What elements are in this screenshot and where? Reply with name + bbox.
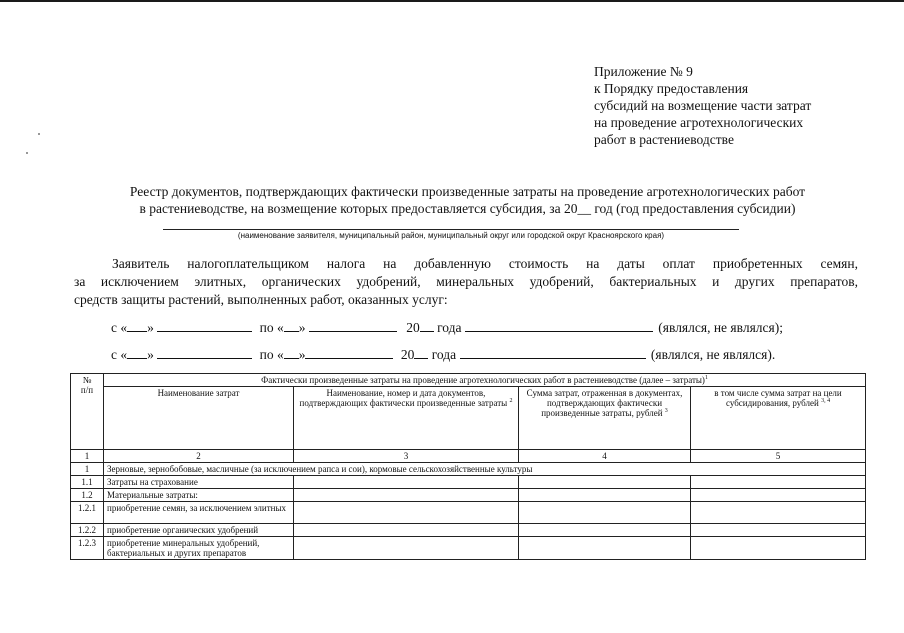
row-number: 1.2.3 [71, 537, 104, 560]
quote-close: » [298, 320, 306, 335]
appendix-line: к Порядку предоставления [594, 81, 749, 96]
subsidy-amount-cell[interactable] [691, 489, 866, 502]
header-pp: п/п [80, 385, 94, 395]
to-month-field[interactable] [305, 346, 393, 359]
header-col-2 [104, 387, 294, 450]
amount-cell[interactable] [519, 537, 691, 560]
colnum-cell: 1 [71, 450, 104, 463]
from-month-field[interactable] [157, 319, 252, 332]
from-day-field[interactable] [127, 346, 147, 359]
table-row [71, 537, 866, 560]
year-prefix: 20 [406, 320, 420, 335]
from-month-field[interactable] [157, 346, 252, 359]
amount-cell[interactable] [519, 524, 691, 537]
document-title [60, 183, 875, 217]
status-field[interactable] [465, 319, 653, 332]
applicant-name-line[interactable] [163, 229, 739, 230]
table-row [71, 489, 866, 502]
header-col-4-text: Сумма затрат, отраженная в документах, подтверждающих фактически произведенные затраты, рублей [526, 388, 683, 418]
header-group-text: Фактически произведенные затраты на проведение агротехнологических работ в растениеводстве (далее – затраты) [261, 375, 705, 385]
documents-cell[interactable] [294, 489, 519, 502]
to-label: по « [259, 347, 284, 362]
section-title: Зерновые, зернобобовые, масличные (за исключением рапса и сои), кормовые сельскохозяйственные культуры [104, 463, 866, 476]
applicant-caption: (наименование заявителя, муниципальный район, муниципальный округ или городской округ Красноярского края) [237, 231, 665, 240]
quote-close: » [298, 347, 306, 362]
header-col-5-text: в том числе сумма затрат на цели субсидирования, рублей [714, 388, 842, 408]
colnum-cell: 5 [691, 450, 866, 463]
header-no: № [82, 375, 92, 385]
statement-line: средств защиты растений, выполненных работ, оказанных услуг: [74, 292, 448, 307]
appendix-line: субсидий на возмещение части затрат [594, 98, 812, 113]
row-name: приобретение минеральных удобрений, бактериальных и других препаратов [104, 537, 294, 560]
amount-cell[interactable] [519, 476, 691, 489]
header-col-4 [519, 387, 691, 450]
row-number: 1.2.2 [71, 524, 104, 537]
row-name: Затраты на страхование [104, 476, 294, 489]
appendix-line: работ в растениеводстве [594, 132, 734, 147]
expenses-register-table [70, 373, 866, 560]
to-day-field[interactable] [284, 319, 299, 332]
scan-speck [38, 133, 40, 135]
year-prefix: 20 [400, 347, 415, 362]
table-row [71, 524, 866, 537]
row-number: 1.1 [71, 476, 104, 489]
documents-cell[interactable] [294, 502, 519, 524]
subsidy-amount-cell[interactable] [691, 524, 866, 537]
title-line: в растениеводстве, на возмещение которых предоставляется субсидия, за 20__ год (год предоставления субсидии) [139, 201, 796, 216]
scan-top-edge [0, 0, 904, 2]
table-row [71, 502, 866, 524]
vat-statement [74, 255, 858, 309]
to-day-field[interactable] [284, 346, 299, 359]
amount-cell[interactable] [519, 502, 691, 524]
year-field[interactable] [420, 319, 434, 332]
period-row-1 [111, 319, 783, 336]
row-number: 1.2.1 [71, 502, 104, 524]
footnote-mark: 1 [704, 375, 708, 381]
row-name: Материальные затраты: [104, 489, 294, 502]
appendix-number: Приложение № 9 [594, 64, 693, 79]
appendix-block [594, 63, 894, 148]
to-label: по « [259, 320, 284, 335]
subsidy-amount-cell[interactable] [691, 537, 866, 560]
table-row [71, 476, 866, 489]
colnum-cell: 2 [104, 450, 294, 463]
year-field[interactable] [414, 346, 428, 359]
appendix-line: на проведение агротехнологических [594, 115, 804, 130]
title-line: Реестр документов, подтверждающих фактически произведенные затраты на проведение агротехнологических работ [129, 184, 806, 199]
footnote-mark: 3 [664, 408, 668, 414]
section-number: 1 [71, 463, 104, 476]
to-month-field[interactable] [309, 319, 397, 332]
section-row [71, 463, 866, 476]
documents-cell[interactable] [294, 476, 519, 489]
amount-cell[interactable] [519, 489, 691, 502]
header-group [104, 374, 866, 387]
header-col-2-text: Наименование затрат [157, 388, 240, 398]
statement-line: за исключением элитных, органических удобрений, минеральных удобрений, бактериальных и других препаратов, [74, 274, 858, 289]
header-col-3-text: Наименование, номер и дата документов, подтверждающих фактически произведенные затраты [299, 388, 508, 408]
subsidy-amount-cell[interactable] [691, 502, 866, 524]
row-name: приобретение семян, за исключением элитных [104, 502, 294, 524]
documents-cell[interactable] [294, 524, 519, 537]
status-note: (являлся, не являлся). [650, 347, 776, 362]
header-col-3 [294, 387, 519, 450]
documents-cell[interactable] [294, 537, 519, 560]
row-number: 1.2 [71, 489, 104, 502]
year-word: года [437, 320, 462, 335]
header-row-number [71, 374, 104, 450]
footnote-mark: 3, 4 [821, 398, 831, 404]
colnum-cell: 4 [519, 450, 691, 463]
from-label: с « [111, 320, 128, 335]
from-label: с « [111, 347, 128, 362]
footnote-mark: 2 [509, 398, 513, 404]
subsidy-amount-cell[interactable] [691, 476, 866, 489]
statement-line: Заявитель налогоплательщиком налога на добавленную стоимость на даты оплат приобретенных семян, [112, 256, 858, 271]
column-number-row [71, 450, 866, 463]
scan-speck [26, 152, 28, 154]
row-name: приобретение органических удобрений [104, 524, 294, 537]
status-field[interactable] [460, 346, 646, 359]
period-row-2 [111, 346, 775, 363]
header-col-5 [691, 387, 866, 450]
colnum-cell: 3 [294, 450, 519, 463]
status-note: (являлся, не являлся); [658, 320, 783, 335]
from-day-field[interactable] [127, 319, 147, 332]
quote-close: » [147, 320, 154, 335]
quote-close: » [147, 347, 154, 362]
year-word: года [431, 347, 457, 362]
